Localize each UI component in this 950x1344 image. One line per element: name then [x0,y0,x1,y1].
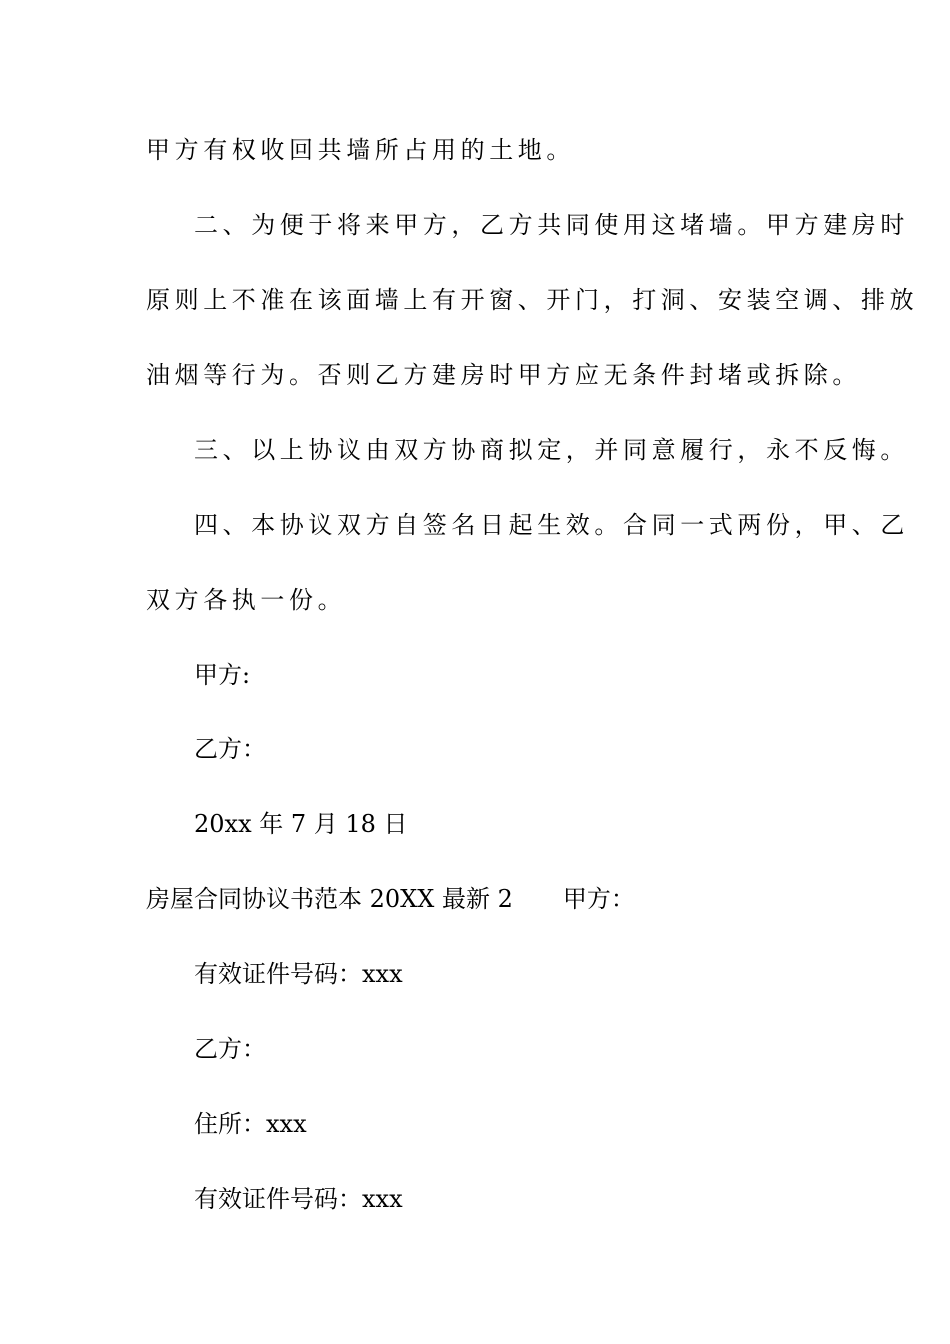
id-number-line-1: 有效证件号码：xxx [194,960,403,988]
paragraph-line-2: 二、为便于将来甲方，乙方共同使用这堵墙。甲方建房时 [194,211,909,239]
title-party-a-label: 甲方： [562,885,635,913]
date-line: 20xx 年 7 月 18 日 [194,810,408,838]
party-b-label-2: 乙方： [194,1035,266,1063]
paragraph-line-1: 甲方有权收回共墙所占用的土地。 [146,136,575,164]
id-number-line-2: 有效证件号码：xxx [194,1185,403,1213]
title-line [146,885,635,913]
party-a-label: 甲方: [194,661,251,689]
party-b-label: 乙方： [194,735,266,763]
document-title: 房屋合同协议书范本 20XX 最新 2 [146,885,513,913]
paragraph-line-3: 原则上不准在该面墙上有开窗、开门，打洞、安装空调、排放 [146,286,919,314]
paragraph-line-6: 四、本协议双方自签名日起生效。合同一式两份，甲、乙 [194,511,909,539]
paragraph-line-5: 三、以上协议由双方协商拟定，并同意履行，永不反悔。 [194,436,909,464]
address-line: 住所：xxx [194,1110,307,1138]
paragraph-line-7: 双方各执一份。 [146,586,347,614]
paragraph-line-4: 油烟等行为。否则乙方建房时甲方应无条件封堵或拆除。 [146,361,861,389]
